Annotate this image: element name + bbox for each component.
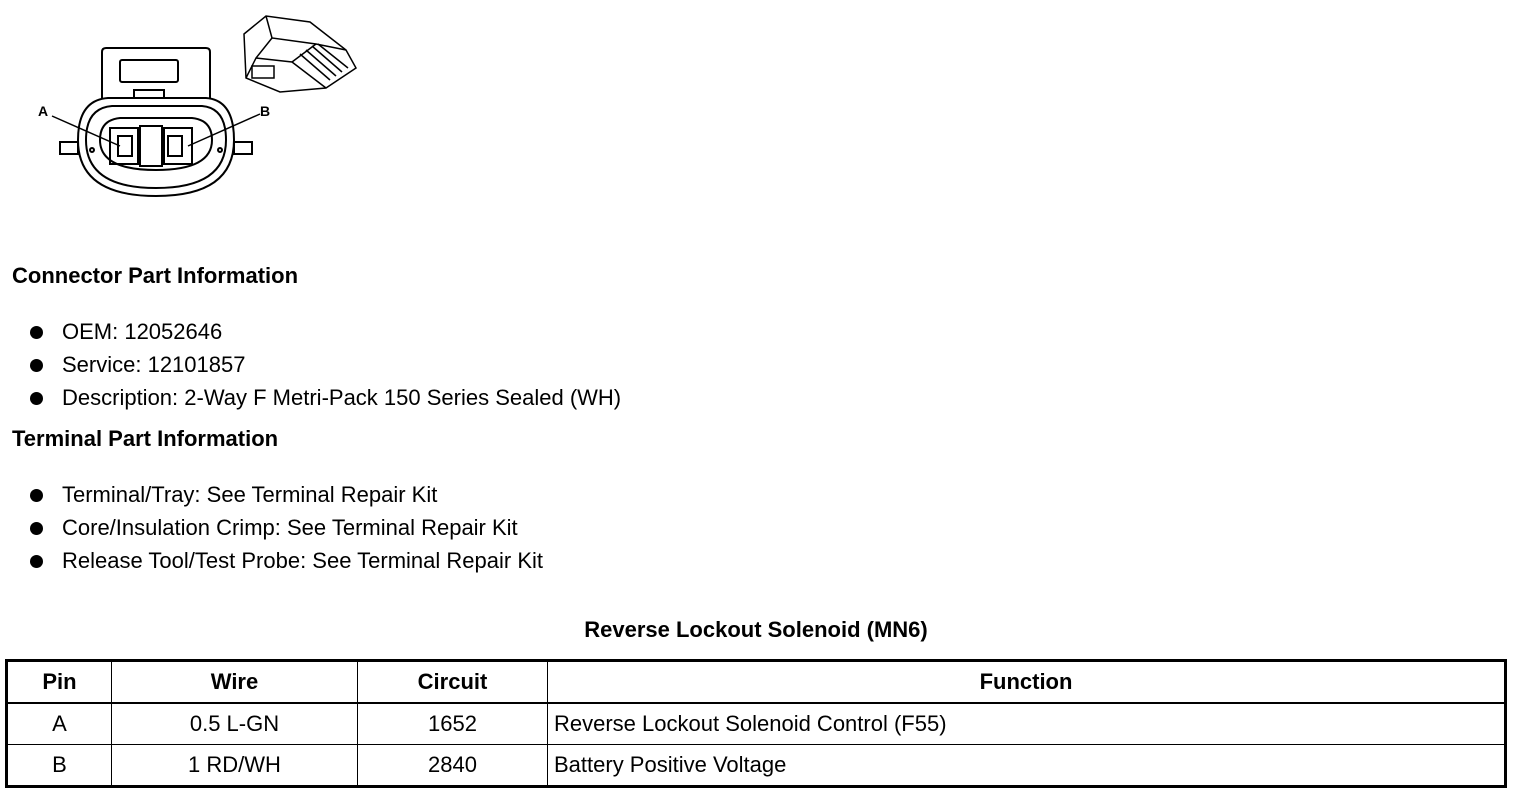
bullet-icon (30, 555, 43, 568)
connector-face-diagram (30, 10, 370, 210)
terminal-part-list (28, 480, 543, 579)
list-item-text: Release Tool/Test Probe: See Terminal Repair Kit (62, 548, 543, 573)
bullet-icon (30, 326, 43, 339)
list-item (28, 350, 621, 383)
cell-function: Reverse Lockout Solenoid Control (F55) (548, 703, 1506, 745)
list-item (28, 546, 543, 579)
table-title: Reverse Lockout Solenoid (MN6) (584, 617, 928, 642)
bullet-icon (30, 392, 43, 405)
bullet-icon (30, 489, 43, 502)
cell-circuit: 2840 (358, 745, 548, 787)
table-row (7, 703, 1506, 745)
bullet-icon (30, 522, 43, 535)
connector-iso-view (244, 16, 356, 92)
cavity-b (164, 128, 192, 164)
center-divider (140, 126, 162, 166)
cell-wire: 0.5 L-GN (112, 703, 358, 745)
cell-wire: 1 RD/WH (112, 745, 358, 787)
cell-circuit: 1652 (358, 703, 548, 745)
pin-a-label: A (38, 103, 49, 119)
cell-pin: B (7, 745, 112, 787)
terminal-part-heading: Terminal Part Information (12, 426, 279, 451)
pin-b-label: B (260, 103, 271, 119)
header-wire: Wire (112, 661, 358, 704)
list-item-text: Service: 12101857 (62, 352, 246, 377)
cavity-a (110, 128, 138, 164)
connector-latch (102, 48, 210, 98)
header-circuit: Circuit (358, 661, 548, 704)
list-item (28, 383, 621, 416)
bullet-icon (30, 359, 43, 372)
list-item-text: OEM: 12052646 (62, 319, 223, 344)
list-item (28, 480, 543, 513)
table-header-row (7, 661, 1506, 704)
list-item (28, 317, 621, 350)
pinout-table (5, 659, 1507, 788)
list-item-text: Core/Insulation Crimp: See Terminal Repair Kit (62, 515, 518, 540)
table-row (7, 745, 1506, 787)
connector-part-list (28, 317, 621, 416)
header-function: Function (548, 661, 1506, 704)
list-item-text: Description: 2-Way F Metri-Pack 150 Series Sealed (WH) (62, 385, 622, 410)
list-item (28, 513, 543, 546)
cell-function: Battery Positive Voltage (548, 745, 1506, 787)
header-pin: Pin (7, 661, 112, 704)
cell-pin: A (7, 703, 112, 745)
connector-part-heading: Connector Part Information (12, 263, 299, 288)
list-item-text: Terminal/Tray: See Terminal Repair Kit (62, 482, 438, 507)
connector-body (60, 98, 252, 196)
